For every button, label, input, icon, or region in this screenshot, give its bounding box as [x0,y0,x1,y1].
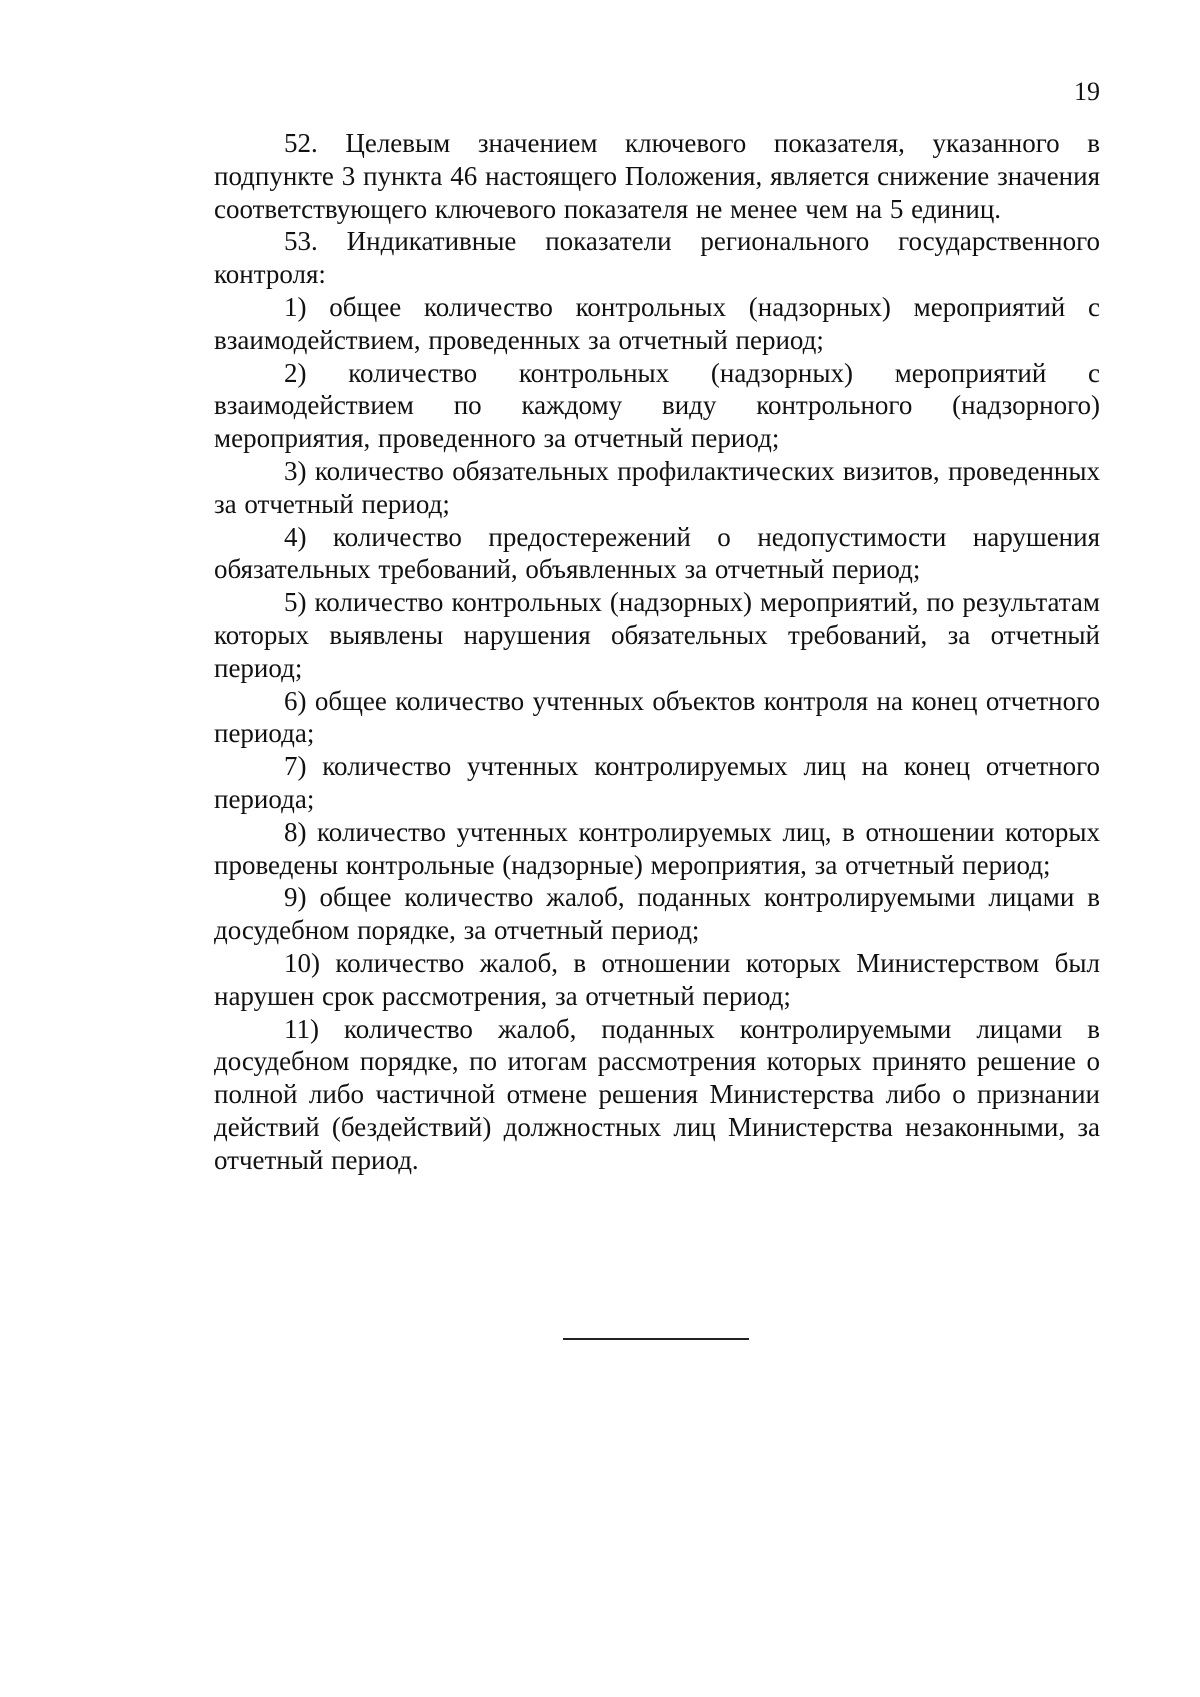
list-item-9: 9) общее количество жалоб, поданных контролируемыми лицами в досудебном порядке, за отчетный период; [214,882,1100,946]
end-divider-line [563,1338,749,1340]
list-item-1: 1) общее количество контрольных (надзорных) мероприятий с взаимодействием, проведенных за отчетный период; [214,291,1100,355]
paragraph-53: 53. Индикативные показатели регионального государственного контроля: [214,226,1100,290]
list-item-2: 2) количество контрольных (надзорных) мероприятий с взаимодействием по каждому виду контрольного (надзорного) мероприятия, проведенного за отчетный период; [214,357,1100,454]
list-item-8: 8) количество учтенных контролируемых лиц, в отношении которых проведены контрольные (надзорные) мероприятия, за отчетный период; [214,816,1100,880]
list-item-6: 6) общее количество учтенных объектов контроля на конец отчетного периода; [214,685,1100,749]
list-item-4: 4) количество предостережений о недопустимости нарушения обязательных требований, объявленных за отчетный период; [214,521,1100,585]
document-body [214,127,1100,1177]
paragraph-52: 52. Целевым значением ключевого показателя, указанного в подпункте 3 пункта 46 настоящего Положения, является снижение значения соответствующего ключевого показателя не менее чем на 5 единиц. [214,128,1100,224]
list-item-11: 11) количество жалоб, поданных контролируемыми лицами в досудебном порядке, по итогам рассмотрения которых принято решение о полной либо частичной отмене решения Министерства либо о признании действий (бездействий) должностных лиц Министерства незаконными, за отчетный период. [214,1013,1100,1175]
list-item-7: 7) количество учтенных контролируемых лиц на конец отчетного периода; [214,751,1100,814]
list-item-10: 10) количество жалоб, в отношении которых Министерством был нарушен срок рассмотрения, за отчетный период; [214,947,1100,1011]
list-item-3: 3) количество обязательных профилактических визитов, проведенных за отчетный период; [214,455,1100,519]
list-item-5: 5) количество контрольных (надзорных) мероприятий, по результатам которых выявлены нарушения обязательных требований, за отчетный период; [214,587,1100,683]
page-number: 19 [1074,77,1100,106]
